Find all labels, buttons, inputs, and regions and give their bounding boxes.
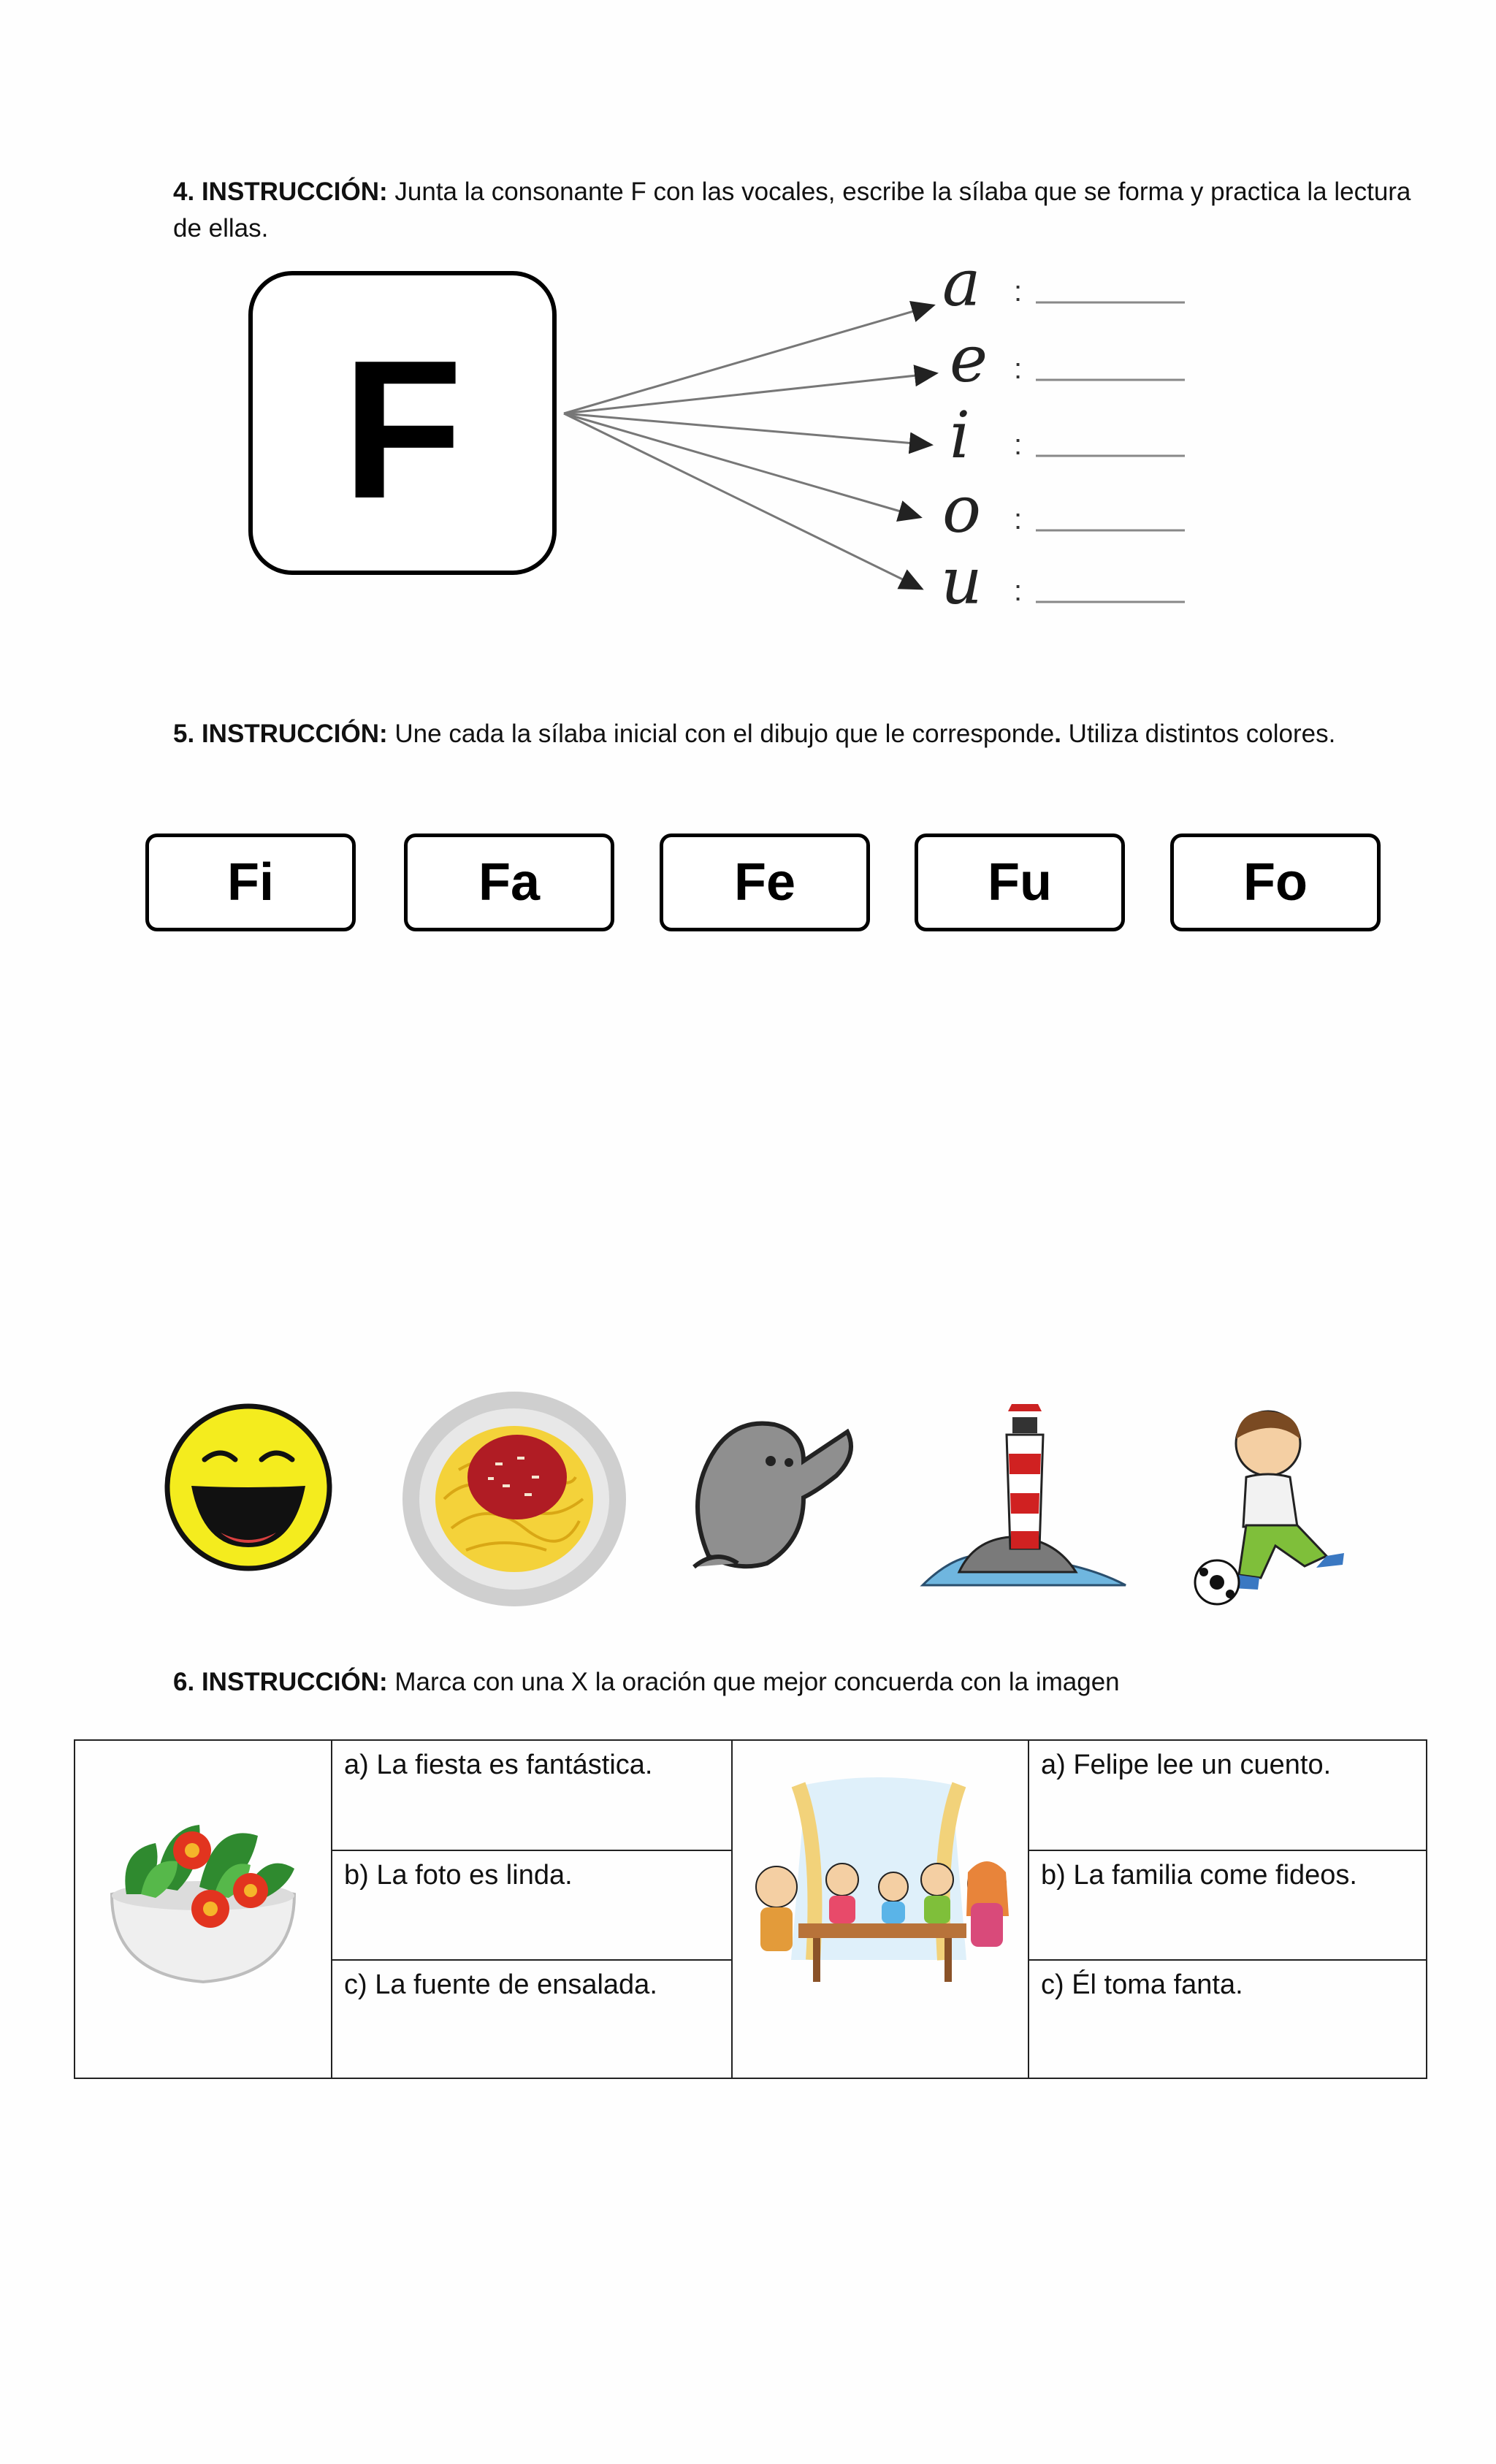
colon-i: : [1014,429,1023,461]
section5-number: 5. [173,720,195,748]
section5-period: . [1054,720,1061,748]
section4-text: Junta la consonante F con las vocales, escribe la sílaba que se forma y practica la lectura de ellas. [173,178,1411,243]
colon-a: : [1014,275,1023,308]
section5-text-end: Utiliza distintos colores. [1061,720,1336,748]
right-option-a[interactable]: a) Felipe lee un cuento. [1028,1740,1427,1850]
syllable-box-fa: Fa [404,834,614,931]
section4-number: 4. [173,178,195,206]
syllable-box-fo: Fo [1170,834,1381,931]
lighthouse-icon [915,1381,1133,1594]
seal-icon [679,1403,860,1578]
syllable-box-fe: Fe [660,834,870,931]
right-option-b[interactable]: b) La familia come fideos. [1028,1850,1427,1961]
left-option-b[interactable]: b) La foto es linda. [332,1850,732,1961]
section6-instruction [173,1664,1430,1701]
vowel-arrows [0,0,1496,657]
section5-label: INSTRUCCIÓN: [201,720,388,748]
section6-label: INSTRUCCIÓN: [201,1668,388,1696]
vowel-o: o [942,472,981,547]
laughing-face-icon [162,1401,335,1574]
section6-number: 6. [173,1668,195,1696]
vowel-a: a [942,245,981,321]
arrow-e [564,373,936,413]
section6-text: Marca con una X la oración que mejor concuerda con la imagen [394,1668,1120,1696]
vowel-e: e [950,321,988,397]
arrow-a [564,305,934,413]
family-picture-cell [732,1740,1028,2078]
options-table [74,1739,1427,2079]
left-option-c[interactable]: c) La fuente de ensalada. [332,1960,732,2078]
colon-o: : [1014,503,1023,535]
colon-u: : [1014,575,1023,607]
consonant-letter: F [342,320,463,540]
section5-instruction [173,716,1430,752]
vowel-u: u [941,543,982,619]
colon-e: : [1014,353,1023,385]
left-option-a[interactable]: a) La fiesta es fantástica. [332,1740,732,1850]
salad-picture-cell [75,1740,332,2078]
section5-text: Une cada la sílaba inicial con el dibujo que le corresponde [394,720,1055,748]
section4-label: INSTRUCCIÓN: [201,178,388,206]
vowel-i: i [950,397,971,473]
family-at-table-icon [733,1741,1028,2074]
right-option-c[interactable]: c) Él toma fanta. [1028,1960,1427,2078]
boy-playing-football-icon [1188,1403,1353,1611]
syllable-box-fi: Fi [145,834,356,931]
spaghetti-icon [400,1389,628,1609]
syllable-box-fu: Fu [915,834,1125,931]
salad-bowl-icon [75,1741,331,2074]
